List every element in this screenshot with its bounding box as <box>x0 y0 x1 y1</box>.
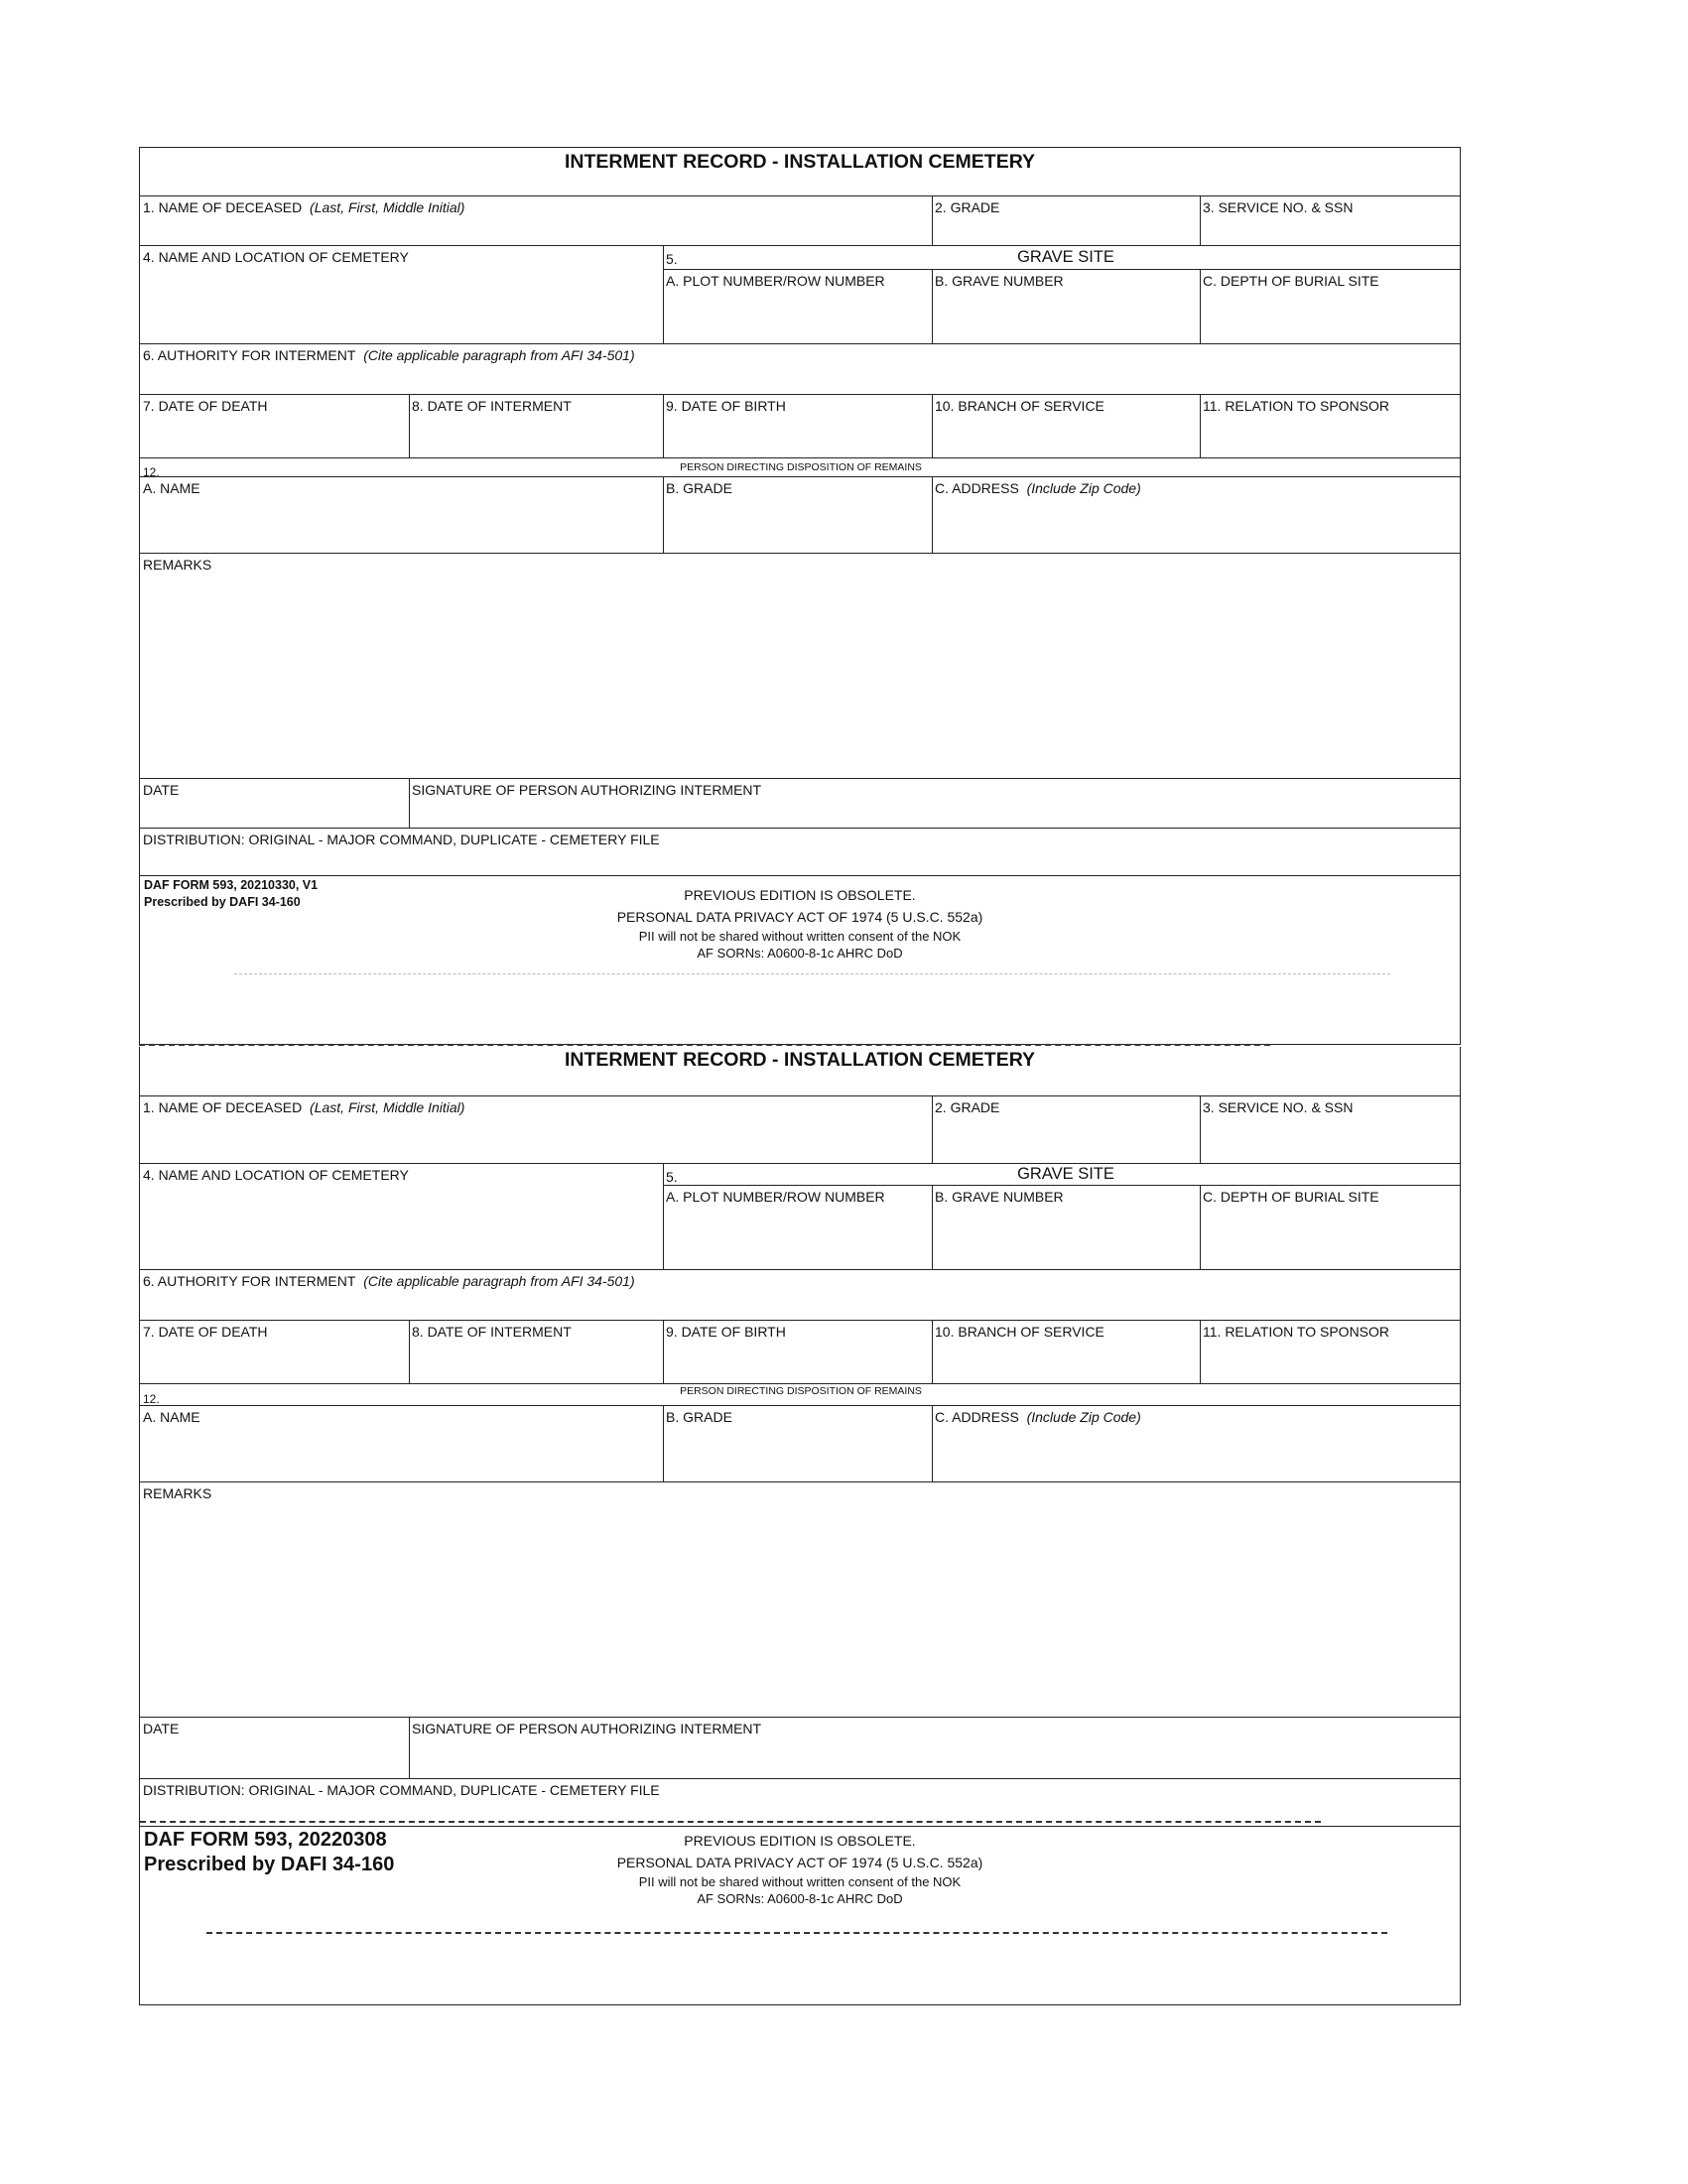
field-10-branch[interactable] <box>932 1320 1200 1383</box>
field-9-date-of-birth[interactable] <box>663 1320 932 1383</box>
interment-record-form-top <box>139 147 1461 1045</box>
distribution-label: DISTRIBUTION: ORIGINAL - MAJOR COMMAND, DUPLICATE - CEMETERY FILE <box>143 832 660 847</box>
signature-label: SIGNATURE OF PERSON AUTHORIZING INTERMENT <box>412 1721 762 1736</box>
cut-line-top <box>139 1044 1270 1046</box>
form-title: INTERMENT RECORD - INSTALLATION CEMETERY <box>564 1049 1036 1071</box>
field-5a-plot-row[interactable] <box>663 269 932 343</box>
notice-obsolete: PREVIOUS EDITION IS OBSOLETE. <box>684 887 916 903</box>
interment-record-form-bottom <box>139 1047 1461 2005</box>
field-8-label: 8. DATE OF INTERMENT <box>412 398 572 414</box>
notice-privacy-act: PERSONAL DATA PRIVACY ACT OF 1974 (5 U.S.C. 552a) <box>616 909 983 925</box>
date-field[interactable] <box>140 778 409 828</box>
field-4-cemetery[interactable] <box>140 1163 663 1269</box>
field-5a-label: A. PLOT NUMBER/ROW NUMBER <box>666 1189 885 1205</box>
field-3-service-no-ssn[interactable] <box>1200 1095 1462 1163</box>
field-5-label: 5. <box>666 251 678 267</box>
remarks-field[interactable] <box>140 553 1462 778</box>
field-9-label: 9. DATE OF BIRTH <box>666 1324 786 1340</box>
field-12b-grade[interactable] <box>663 1405 932 1481</box>
field-10-branch[interactable] <box>932 394 1200 457</box>
field-12a-name[interactable] <box>140 1405 663 1481</box>
field-12a-name[interactable] <box>140 476 663 553</box>
field-11-label: 11. RELATION TO SPONSOR <box>1203 1324 1390 1340</box>
field-12b-label: B. GRADE <box>666 480 732 496</box>
field-8-label: 8. DATE OF INTERMENT <box>412 1324 572 1340</box>
field-11-label: 11. RELATION TO SPONSOR <box>1203 398 1390 414</box>
field-12c-address[interactable] <box>932 476 1462 553</box>
field-5c-label: C. DEPTH OF BURIAL SITE <box>1203 1189 1379 1205</box>
field-12-label: 12. <box>143 1392 160 1406</box>
notice-pii: PII will not be shared without written consent of the NOK <box>638 1874 962 1889</box>
field-9-date-of-birth[interactable] <box>663 394 932 457</box>
distribution-line <box>140 1778 1462 1826</box>
field-2-label: 2. GRADE <box>935 199 1000 215</box>
field-11-relation[interactable] <box>1200 394 1462 457</box>
signature-label: SIGNATURE OF PERSON AUTHORIZING INTERMENT <box>412 782 762 798</box>
field-12-title: PERSON DIRECTING DISPOSITION OF REMAINS <box>680 1385 922 1397</box>
field-5a-plot-row[interactable] <box>663 1185 932 1269</box>
notice-obsolete: PREVIOUS EDITION IS OBSOLETE. <box>684 1833 916 1849</box>
field-12-label: 12. <box>143 465 160 479</box>
notice-sorns: AF SORNs: A0600-8-1c AHRC DoD <box>697 1891 903 1906</box>
notice-privacy-act: PERSONAL DATA PRIVACY ACT OF 1974 (5 U.S.C. 552a) <box>616 1855 983 1870</box>
distribution-line <box>140 828 1462 875</box>
field-12c-hint: (Include Zip Code) <box>1026 480 1141 496</box>
field-6-label: 6. AUTHORITY FOR INTERMENT <box>143 1273 356 1289</box>
field-7-date-of-death[interactable] <box>140 1320 409 1383</box>
field-4-label: 4. NAME AND LOCATION OF CEMETERY <box>143 249 409 265</box>
cut-line-bottom <box>206 1932 1387 1934</box>
field-12a-label: A. NAME <box>143 480 200 496</box>
field-2-grade[interactable] <box>932 195 1200 245</box>
remarks-label: REMARKS <box>143 1485 212 1501</box>
field-2-grade[interactable] <box>932 1095 1200 1163</box>
field-7-label: 7. DATE OF DEATH <box>143 398 268 414</box>
field-1-label: 1. NAME OF DECEASED <box>143 1099 303 1115</box>
distribution-label: DISTRIBUTION: ORIGINAL - MAJOR COMMAND, DUPLICATE - CEMETERY FILE <box>143 1782 660 1798</box>
remarks-field[interactable] <box>140 1481 1462 1717</box>
field-12a-label: A. NAME <box>143 1409 200 1425</box>
date-label: DATE <box>143 1721 180 1736</box>
field-6-hint: (Cite applicable paragraph from AFI 34-501) <box>363 1273 635 1289</box>
grave-site-title: GRAVE SITE <box>1017 248 1114 266</box>
field-3-service-no-ssn[interactable] <box>1200 195 1462 245</box>
field-5a-label: A. PLOT NUMBER/ROW NUMBER <box>666 273 885 289</box>
field-5-label: 5. <box>666 1169 678 1185</box>
notice-sorns: AF SORNs: A0600-8-1c AHRC DoD <box>697 946 903 961</box>
remarks-label: REMARKS <box>143 557 212 573</box>
field-12-title: PERSON DIRECTING DISPOSITION OF REMAINS <box>680 461 922 473</box>
field-4-label: 4. NAME AND LOCATION OF CEMETERY <box>143 1167 409 1183</box>
field-12b-label: B. GRADE <box>666 1409 732 1425</box>
date-label: DATE <box>143 782 180 798</box>
privacy-notice <box>140 884 1460 962</box>
form-title: INTERMENT RECORD - INSTALLATION CEMETERY <box>564 151 1036 173</box>
field-5c-depth[interactable] <box>1200 1185 1462 1269</box>
field-3-label: 3. SERVICE NO. & SSN <box>1203 1099 1354 1115</box>
signature-field[interactable] <box>409 778 1462 828</box>
field-1-name-of-deceased[interactable] <box>140 195 932 245</box>
field-8-date-of-interment[interactable] <box>409 1320 663 1383</box>
privacy-notice <box>140 1830 1460 1907</box>
field-7-label: 7. DATE OF DEATH <box>143 1324 268 1340</box>
field-4-cemetery[interactable] <box>140 245 663 343</box>
date-field[interactable] <box>140 1717 409 1778</box>
field-1-hint: (Last, First, Middle Initial) <box>310 199 465 215</box>
form-number: DAF FORM 593, 20220308 <box>144 1829 387 1851</box>
field-3-label: 3. SERVICE NO. & SSN <box>1203 199 1354 215</box>
prescribed-by: Prescribed by DAFI 34-160 <box>144 895 301 909</box>
field-5b-grave-number[interactable] <box>932 269 1200 343</box>
field-9-label: 9. DATE OF BIRTH <box>666 398 786 414</box>
field-6-authority[interactable] <box>140 1269 1462 1320</box>
signature-field[interactable] <box>409 1717 1462 1778</box>
prescribed-by: Prescribed by DAFI 34-160 <box>144 1854 395 1875</box>
field-6-hint: (Cite applicable paragraph from AFI 34-501) <box>363 347 635 363</box>
field-1-label: 1. NAME OF DECEASED <box>143 199 303 215</box>
field-5c-depth[interactable] <box>1200 269 1462 343</box>
field-12b-grade[interactable] <box>663 476 932 553</box>
field-5b-label: B. GRAVE NUMBER <box>935 273 1064 289</box>
field-6-label: 6. AUTHORITY FOR INTERMENT <box>143 347 356 363</box>
field-1-hint: (Last, First, Middle Initial) <box>310 1099 465 1115</box>
notice-pii: PII will not be shared without written consent of the NOK <box>638 929 962 944</box>
field-7-date-of-death[interactable] <box>140 394 409 457</box>
field-11-relation[interactable] <box>1200 1320 1462 1383</box>
field-8-date-of-interment[interactable] <box>409 394 663 457</box>
field-10-label: 10. BRANCH OF SERVICE <box>935 1324 1104 1340</box>
grave-site-title: GRAVE SITE <box>1017 1165 1114 1183</box>
field-12c-hint: (Include Zip Code) <box>1026 1409 1141 1425</box>
field-2-label: 2. GRADE <box>935 1099 1000 1115</box>
field-1-name-of-deceased[interactable] <box>140 1095 932 1163</box>
field-12c-label: C. ADDRESS <box>935 480 1019 496</box>
field-5c-label: C. DEPTH OF BURIAL SITE <box>1203 273 1379 289</box>
field-5b-label: B. GRAVE NUMBER <box>935 1189 1064 1205</box>
form-number: DAF FORM 593, 20210330, V1 <box>144 878 319 892</box>
cut-line-middle <box>140 1821 1321 1823</box>
field-10-label: 10. BRANCH OF SERVICE <box>935 398 1104 414</box>
cut-line-light <box>234 973 1390 974</box>
field-5b-grave-number[interactable] <box>932 1185 1200 1269</box>
field-6-authority[interactable] <box>140 343 1462 394</box>
field-12c-address[interactable] <box>932 1405 1462 1481</box>
field-12c-label: C. ADDRESS <box>935 1409 1019 1425</box>
